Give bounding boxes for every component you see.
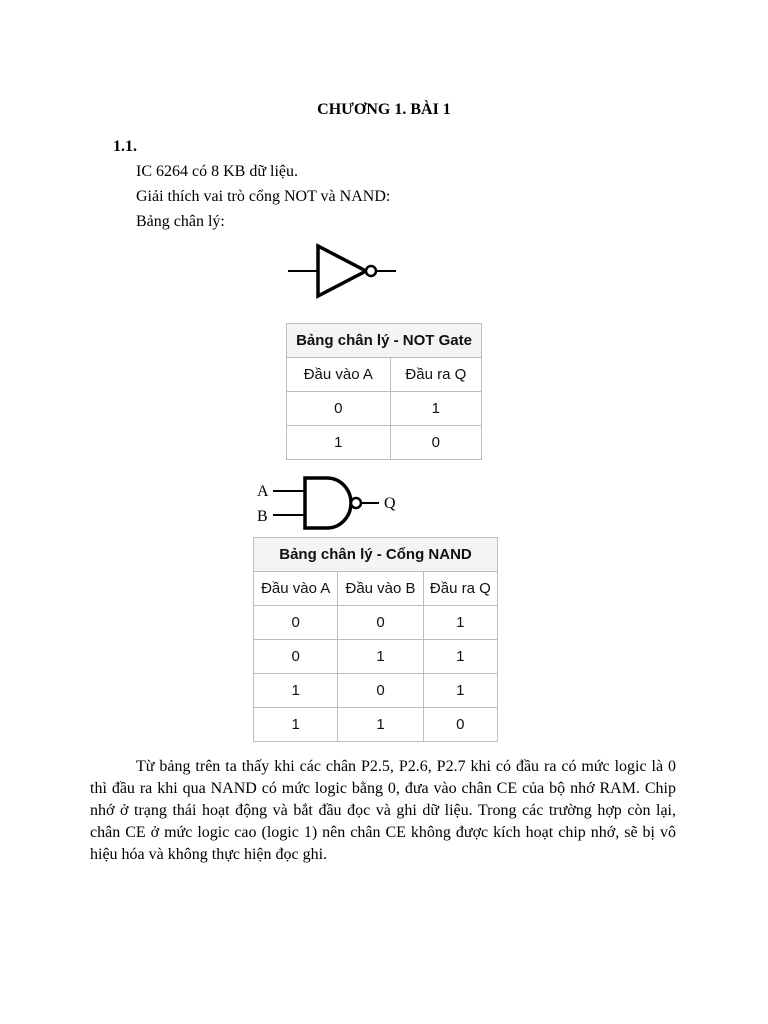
not-header-output: Đầu ra Q xyxy=(390,358,481,392)
text-line-truth-table: Bảng chân lý: xyxy=(136,213,225,230)
table-cell: 1 xyxy=(338,708,423,742)
not-header-input: Đầu vào A xyxy=(287,358,391,392)
table-cell: 0 xyxy=(254,640,338,674)
nand-header-input-b: Đầu vào B xyxy=(338,572,423,606)
table-row xyxy=(254,640,498,674)
nand-table-title: Bảng chân lý - Cổng NAND xyxy=(254,538,498,572)
explanation-paragraph xyxy=(90,756,676,866)
table-cell: 1 xyxy=(254,674,338,708)
nand-header-output: Đầu ra Q xyxy=(423,572,497,606)
not-truth-table xyxy=(286,323,482,460)
table-row xyxy=(287,426,482,460)
table-cell: 1 xyxy=(423,674,497,708)
nand-output-q-label: Q xyxy=(384,495,396,512)
table-cell: 0 xyxy=(423,708,497,742)
table-cell: 1 xyxy=(390,392,481,426)
table-cell: 1 xyxy=(423,640,497,674)
not-gate-icon xyxy=(288,242,400,300)
table-row xyxy=(254,674,498,708)
explanation-text: Từ bảng trên ta thấy khi các chân P2.5, P2.6, P2.7 khi có đầu ra có mức logic là 0 thì đầu ra khi qua NAND có mức logic bằng 0, đưa vào chân CE của bộ nhớ RAM. Chip nhớ ở trạng thái hoạt động và bắt đầu đọc và ghi dữ liệu. Trong các trường hợp còn lại, chân CE ở mức logic cao (logic 1) nên chân CE không được kích hoạt chip nhớ, sẽ bị vô hiệu hóa và không thực hiện đọc ghi. xyxy=(90,758,676,863)
table-cell: 1 xyxy=(338,640,423,674)
table-cell: 1 xyxy=(423,606,497,640)
nand-input-b-label: B xyxy=(257,508,268,525)
table-cell: 0 xyxy=(287,392,391,426)
nand-truth-table xyxy=(253,537,498,742)
table-cell: 1 xyxy=(287,426,391,460)
table-row xyxy=(254,708,498,742)
text-line-explain: Giải thích vai trò cổng NOT và NAND: xyxy=(136,188,391,205)
table-row xyxy=(287,392,482,426)
table-cell: 0 xyxy=(338,606,423,640)
nand-gate-icon xyxy=(255,474,405,532)
text-line-ic: IC 6264 có 8 KB dữ liệu. xyxy=(136,163,298,180)
table-cell: 0 xyxy=(338,674,423,708)
section-number: 1.1. xyxy=(113,138,137,155)
page-title: CHƯƠNG 1. BÀI 1 xyxy=(317,101,451,118)
nand-header-input-a: Đầu vào A xyxy=(254,572,338,606)
nand-input-a-label: A xyxy=(257,483,269,500)
table-cell: 0 xyxy=(390,426,481,460)
not-table-title: Bảng chân lý - NOT Gate xyxy=(287,324,482,358)
table-cell: 0 xyxy=(254,606,338,640)
table-row xyxy=(254,606,498,640)
table-cell: 1 xyxy=(254,708,338,742)
